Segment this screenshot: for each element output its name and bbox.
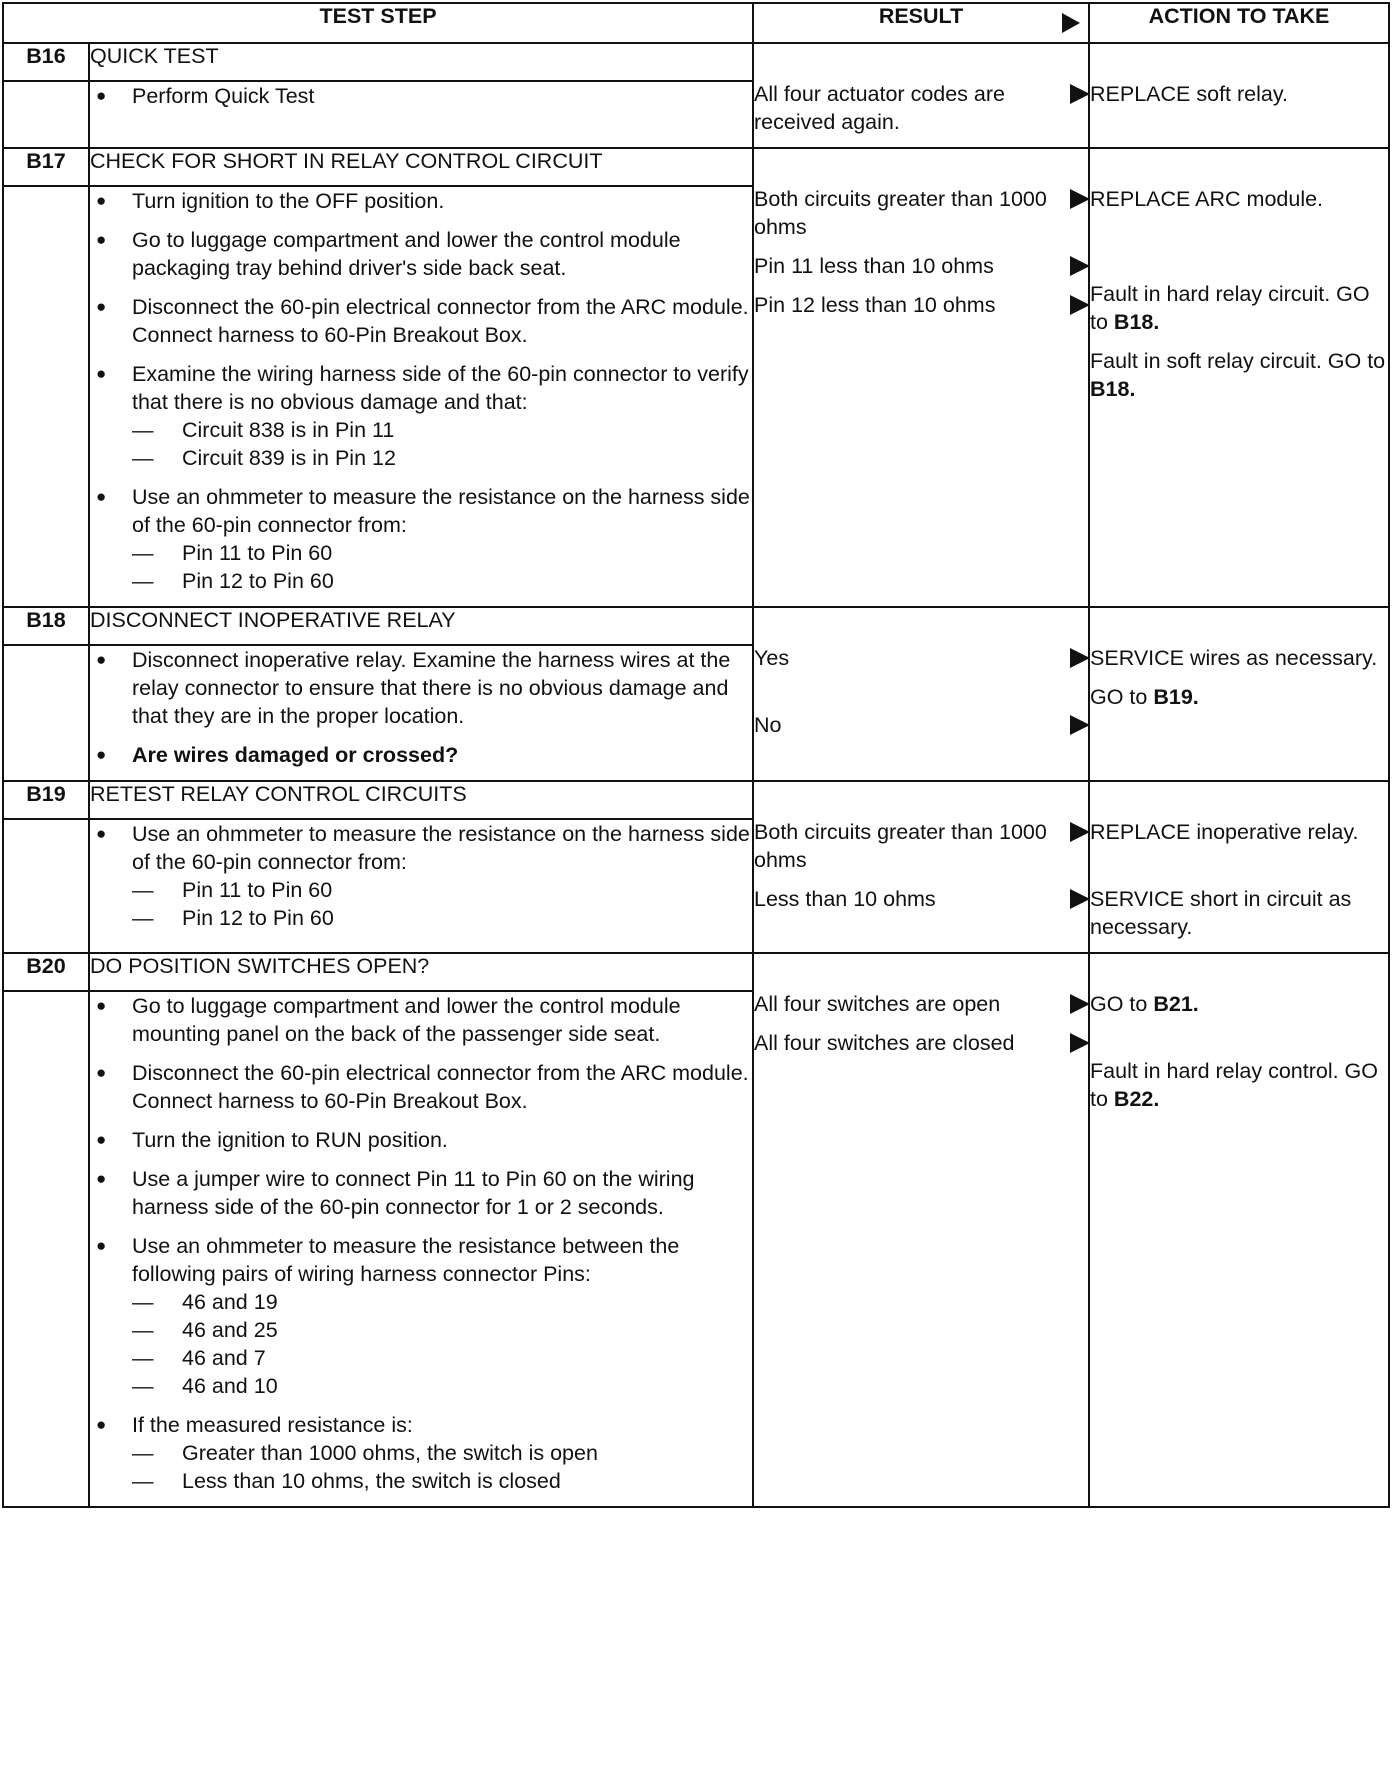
result-cell xyxy=(753,148,1089,607)
result-spacer xyxy=(754,149,1088,185)
instruction-list xyxy=(90,820,752,932)
step-title: DISCONNECT INOPERATIVE RELAY xyxy=(89,607,753,645)
instruction-item xyxy=(90,483,752,595)
action-cell xyxy=(1089,148,1389,607)
arrow-right-icon xyxy=(1070,84,1090,104)
instruction-item xyxy=(90,360,752,472)
instruction-text: Go to luggage compartment and lower the control module packaging tray behind driver's side back seat. xyxy=(132,228,681,280)
arrow-right-icon xyxy=(1062,13,1080,33)
step-code: B17 xyxy=(3,148,89,186)
instruction-item xyxy=(90,820,752,932)
action-item xyxy=(1090,990,1388,1018)
step-code: B20 xyxy=(3,953,89,991)
result-text: Less than 10 ohms xyxy=(754,887,936,911)
instruction-item xyxy=(90,226,752,282)
instruction-item xyxy=(90,1126,752,1154)
instruction-list xyxy=(90,187,752,595)
step-code-blank xyxy=(3,819,89,953)
instruction-text: Use an ohmmeter to measure the resistance on the harness side of the 60-pin connector from: xyxy=(132,485,750,537)
instruction-list xyxy=(90,992,752,1495)
step-title-row xyxy=(3,781,1389,819)
result-text: No xyxy=(754,713,782,737)
step-code: B16 xyxy=(3,43,89,81)
sub-list xyxy=(132,1288,752,1400)
arrow-right-icon xyxy=(1070,1033,1090,1053)
action-spacer xyxy=(1090,149,1388,185)
result-text: All four switches are closed xyxy=(754,1031,1015,1055)
step-title-row xyxy=(3,43,1389,81)
arrow-right-icon xyxy=(1070,295,1090,315)
instruction-item xyxy=(90,187,752,215)
action-text: SERVICE wires as necessary. xyxy=(1090,646,1378,670)
arrow-right-icon xyxy=(1070,648,1090,668)
instruction-item xyxy=(90,992,752,1048)
sub-item: — Circuit 838 is in Pin 11 xyxy=(132,416,752,444)
action-item xyxy=(1090,1057,1388,1113)
result-spacer xyxy=(754,44,1088,80)
table-header-row xyxy=(3,3,1389,43)
result-text: Both circuits greater than 1000 ohms xyxy=(754,820,1047,872)
result-item xyxy=(754,80,1088,136)
instruction-text: Use an ohmmeter to measure the resistance between the following pairs of wiring harness connector Pins: xyxy=(132,1234,680,1286)
action-item xyxy=(1090,185,1388,213)
action-text: Fault in hard relay circuit. GO to xyxy=(1090,282,1370,334)
step-reference: B19. xyxy=(1153,685,1199,709)
instruction-text: Go to luggage compartment and lower the control module mounting panel on the back of the passenger side seat. xyxy=(132,994,681,1046)
arrow-right-icon xyxy=(1070,715,1090,735)
instruction-item xyxy=(90,1232,752,1400)
instruction-text: Disconnect the 60-pin electrical connector from the ARC module. Connect harness to 60-Pin Breakout Box. xyxy=(132,1061,749,1113)
result-cell xyxy=(753,43,1089,148)
action-spacer xyxy=(1090,608,1388,644)
result-text: Pin 12 less than 10 ohms xyxy=(754,293,996,317)
result-text: Both circuits greater than 1000 ohms xyxy=(754,187,1047,239)
action-item xyxy=(1090,80,1388,108)
arrow-right-icon xyxy=(1070,822,1090,842)
diagnostic-table xyxy=(2,2,1390,1508)
sub-item: — Circuit 839 is in Pin 12 xyxy=(132,444,752,472)
action-item xyxy=(1090,683,1388,711)
instruction-item xyxy=(90,646,752,730)
action-spacer xyxy=(1090,954,1388,990)
arrow-right-icon xyxy=(1070,256,1090,276)
result-item xyxy=(754,185,1088,241)
result-item xyxy=(754,818,1088,874)
action-spacer xyxy=(1090,782,1388,818)
result-cell xyxy=(753,781,1089,953)
action-item xyxy=(1090,885,1388,941)
result-item xyxy=(754,711,1088,739)
action-cell xyxy=(1089,607,1389,781)
arrow-right-icon xyxy=(1070,994,1090,1014)
step-instructions xyxy=(89,991,753,1507)
step-code-blank xyxy=(3,645,89,781)
instruction-item xyxy=(90,293,752,349)
action-text: Fault in hard relay control. GO to xyxy=(1090,1059,1378,1111)
step-instructions xyxy=(89,819,753,953)
result-item xyxy=(754,291,1088,319)
arrow-right-icon xyxy=(1070,889,1090,909)
result-item xyxy=(754,252,1088,280)
result-cell xyxy=(753,953,1089,1507)
step-title-row xyxy=(3,953,1389,991)
result-text: Yes xyxy=(754,646,790,670)
action-text: Fault in soft relay circuit. GO to xyxy=(1090,349,1386,373)
instruction-list xyxy=(90,646,752,769)
sub-list xyxy=(132,539,752,595)
result-spacer xyxy=(754,608,1088,644)
action-text: GO to xyxy=(1090,992,1154,1016)
result-text: Pin 11 less than 10 ohms xyxy=(754,254,994,278)
instruction-text: Turn ignition to the OFF position. xyxy=(132,189,445,213)
action-text: REPLACE soft relay. xyxy=(1090,82,1288,106)
header-test-step: TEST STEP xyxy=(3,3,753,43)
instruction-text: Perform Quick Test xyxy=(132,84,315,108)
instruction-item xyxy=(90,1059,752,1115)
step-title: DO POSITION SWITCHES OPEN? xyxy=(89,953,753,991)
instruction-item xyxy=(90,1165,752,1221)
step-instructions xyxy=(89,645,753,781)
step-reference: B22. xyxy=(1113,1087,1160,1111)
result-item xyxy=(754,644,1088,672)
instruction-item xyxy=(90,82,752,110)
instruction-text: Turn the ignition to RUN position. xyxy=(132,1128,448,1152)
action-item xyxy=(1090,280,1388,336)
action-text: REPLACE ARC module. xyxy=(1090,187,1324,211)
result-item xyxy=(754,885,1088,913)
sub-item: — Pin 11 to Pin 60 xyxy=(132,876,752,904)
action-item xyxy=(1090,644,1388,672)
step-code: B19 xyxy=(3,781,89,819)
step-instructions xyxy=(89,81,753,148)
sub-item: — Less than 10 ohms, the switch is closed xyxy=(132,1467,752,1495)
action-item xyxy=(1090,347,1388,403)
sub-item: — Greater than 1000 ohms, the switch is open xyxy=(132,1439,752,1467)
action-text: GO to xyxy=(1090,685,1154,709)
result-item xyxy=(754,990,1088,1018)
sub-item: — 46 and 7 xyxy=(132,1344,752,1372)
sub-item: — 46 and 19 xyxy=(132,1288,752,1316)
result-text: All four actuator codes are received again. xyxy=(754,82,1005,134)
step-code-blank xyxy=(3,81,89,148)
instruction-text: Use an ohmmeter to measure the resistance on the harness side of the 60-pin connector from: xyxy=(132,822,750,874)
action-cell xyxy=(1089,953,1389,1507)
sub-list xyxy=(132,876,752,932)
step-title-row xyxy=(3,148,1389,186)
instruction-text: If the measured resistance is: xyxy=(132,1413,413,1437)
result-spacer xyxy=(754,954,1088,990)
step-title-row xyxy=(3,607,1389,645)
step-reference: B18. xyxy=(1090,377,1136,401)
step-reference: B21. xyxy=(1153,992,1199,1016)
result-text: All four switches are open xyxy=(754,992,1001,1016)
header-result-label: RESULT xyxy=(878,4,964,28)
sub-list xyxy=(132,416,752,472)
header-result xyxy=(753,3,1089,43)
result-spacer xyxy=(754,782,1088,818)
instruction-text: Use a jumper wire to connect Pin 11 to Pin 60 on the wiring harness side of the 60-pin connector for 1 or 2 seconds. xyxy=(132,1167,695,1219)
sub-item: — Pin 12 to Pin 60 xyxy=(132,567,752,595)
header-action: ACTION TO TAKE xyxy=(1089,3,1389,43)
sub-list xyxy=(132,1439,752,1495)
action-text: REPLACE inoperative relay. xyxy=(1090,820,1359,844)
step-title: QUICK TEST xyxy=(89,43,753,81)
sub-item: — Pin 11 to Pin 60 xyxy=(132,539,752,567)
instruction-list xyxy=(90,82,752,110)
action-item xyxy=(1090,818,1388,846)
step-code-blank xyxy=(3,186,89,607)
instruction-item xyxy=(90,1411,752,1495)
instruction-text: Are wires damaged or crossed? xyxy=(132,743,459,767)
step-code-blank xyxy=(3,991,89,1507)
sub-item: — 46 and 25 xyxy=(132,1316,752,1344)
action-text: SERVICE short in circuit as necessary. xyxy=(1090,887,1352,939)
sub-item: — Pin 12 to Pin 60 xyxy=(132,904,752,932)
instruction-item xyxy=(90,741,752,769)
result-item xyxy=(754,1029,1088,1057)
action-spacer xyxy=(1090,44,1388,80)
step-title: RETEST RELAY CONTROL CIRCUITS xyxy=(89,781,753,819)
instruction-text: Disconnect the 60-pin electrical connector from the ARC module. Connect harness to 60-Pin Breakout Box. xyxy=(132,295,749,347)
step-reference: B18. xyxy=(1113,310,1160,334)
step-title: CHECK FOR SHORT IN RELAY CONTROL CIRCUIT xyxy=(89,148,753,186)
instruction-text: Examine the wiring harness side of the 60-pin connector to verify that there is no obvious damage and that: xyxy=(132,362,749,414)
action-cell xyxy=(1089,43,1389,148)
result-cell xyxy=(753,607,1089,781)
sub-item: — 46 and 10 xyxy=(132,1372,752,1400)
table-body xyxy=(3,43,1389,1507)
step-instructions xyxy=(89,186,753,607)
action-cell xyxy=(1089,781,1389,953)
instruction-text: Disconnect inoperative relay. Examine the harness wires at the relay connector to ensure that there is no obvious damage and that they are in the proper location. xyxy=(132,648,731,728)
arrow-right-icon xyxy=(1070,189,1090,209)
step-code: B18 xyxy=(3,607,89,645)
